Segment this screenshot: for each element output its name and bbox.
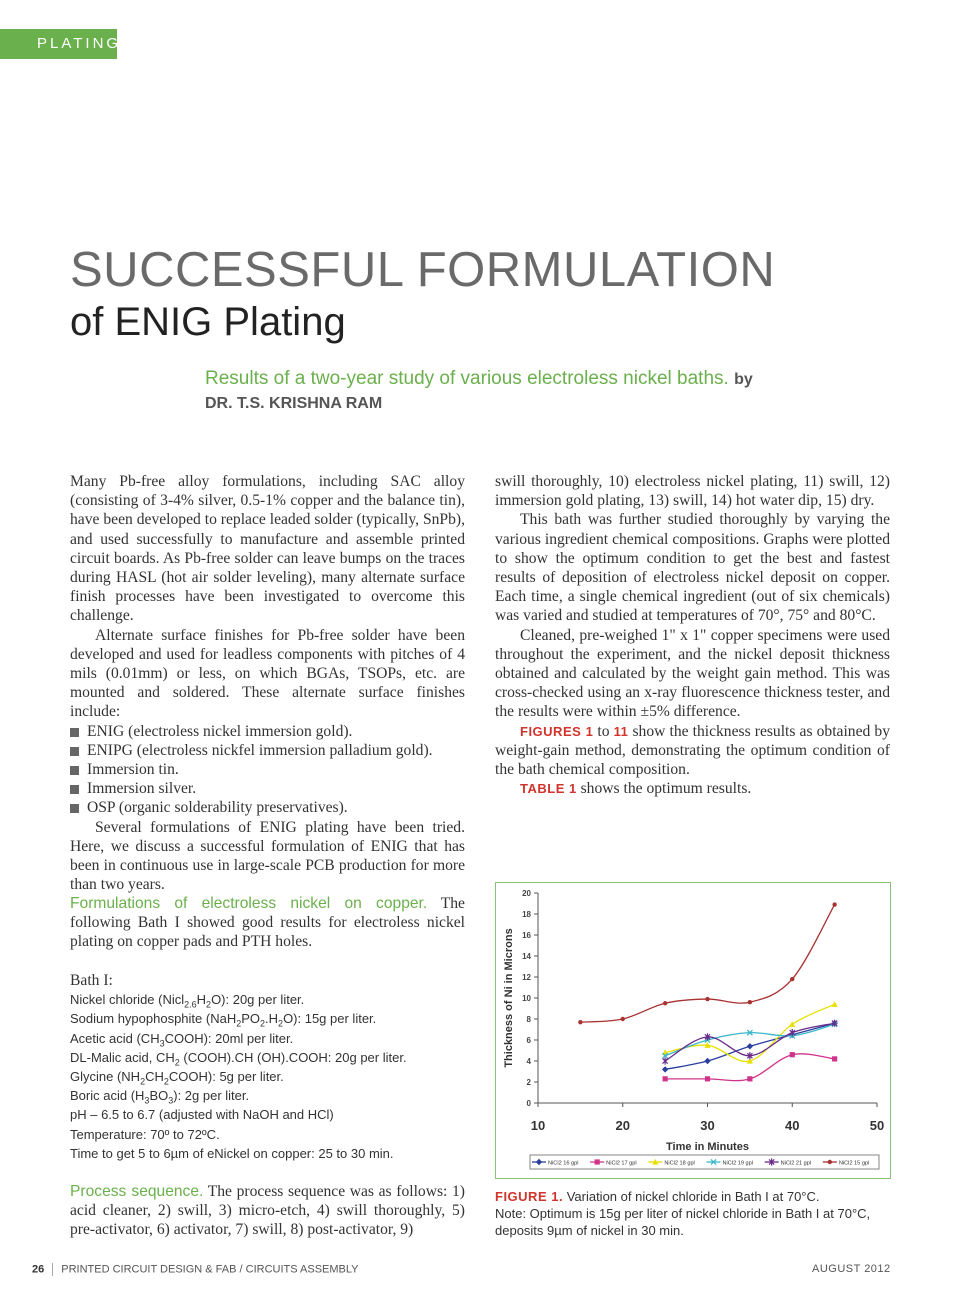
subscript: 3: [168, 1095, 174, 1106]
legend-label: NiCl2 18 gpl: [664, 1160, 695, 1167]
recipe-line: [70, 1048, 470, 1067]
subscript: 3: [159, 1038, 165, 1049]
x-tick-label: 30: [700, 1118, 715, 1133]
footer-left: [32, 1263, 359, 1276]
recipe-text: Sodium hypophosphite (NaH: [70, 1011, 237, 1027]
deck-text: Results of a two-year study of various electroless nickel baths.: [205, 368, 729, 389]
paragraph-text: The following Bath I showed good results for electroless nickel plating on copper pads and PTH holes.: [70, 895, 465, 951]
data-point: [621, 1017, 625, 1021]
publication-name: PRINTED CIRCUIT DESIGN & FAB / CIRCUITS ASSEMBLY: [61, 1263, 359, 1276]
recipe-text: (COOH).CH (OH).COOH: 20g per liter.: [179, 1049, 407, 1065]
data-point: [789, 1021, 795, 1027]
y-tick-label: 12: [522, 973, 531, 982]
recipe-text: O): 20g per liter.: [211, 992, 305, 1008]
recipe-text: Boric acid (H: [70, 1088, 145, 1104]
paragraph: This bath was further studied thoroughly by varying the various ingredient chemical compositions. Graphs were plotted to show the optimum condition to get the best and fastest results of deposition of electroless nickel deposit on copper. Each time, a single chemical ingredient (out of six chemicals) was varied and studied at temperatures of 70°, 75° and 80°C.: [495, 511, 890, 625]
data-point: [663, 1057, 668, 1064]
data-point: [790, 977, 794, 981]
legend-label: NiCl2 16 gpl: [548, 1160, 579, 1167]
paragraph-text: shows the optimum results.: [576, 780, 752, 798]
recipe-text: H: [196, 992, 207, 1008]
paragraph: Alternate surface finishes for Pb-free solder have been developed and used for leadless components with pitches of 4 mils (0.01mm) or less, on which BGAs, TSOPs, etc. are mounted and soldered. These alternate surface finishes include:: [70, 626, 465, 721]
legend-label: NiCl2 19 gpl: [722, 1160, 753, 1167]
caption-text: Variation of nickel chloride in Bath I at 70°C.: [563, 1189, 820, 1204]
recipe-text: DL-Malic acid, CH: [70, 1049, 175, 1065]
y-tick-label: 6: [526, 1036, 531, 1045]
x-tick-label: 10: [530, 1118, 546, 1133]
subscript: 2: [236, 1019, 242, 1029]
data-point: [748, 1000, 752, 1004]
data-point: [747, 1076, 752, 1081]
caption-label: FIGURE 1.: [495, 1189, 564, 1204]
y-tick-label: 8: [526, 1015, 531, 1024]
legend-label: NiCl2 15 gpl: [838, 1160, 870, 1167]
data-point: [705, 997, 709, 1001]
left-column-top: [70, 472, 465, 894]
recipe-line: pH – 6.5 to 6.7 (adjusted with NaOH and HCl): [70, 1107, 334, 1123]
list-item: Immersion tin.: [70, 760, 465, 779]
y-tick-label: 16: [522, 931, 531, 940]
y-axis-label: Thickness of Ni in Microns: [503, 928, 515, 1068]
y-tick-label: 2: [526, 1078, 531, 1087]
series-line: [665, 1024, 835, 1056]
data-point: [747, 1043, 753, 1049]
paragraph: Several formulations of ENIG plating have been tried. Here, we discuss a successful formulation of ENIG that has been in continuous use in large-scale PCB production for more than two years.: [70, 818, 465, 894]
subscript: 2: [260, 1019, 266, 1029]
thickness-chart: [496, 883, 889, 1177]
paragraph: [495, 722, 890, 780]
x-axis-label: Time in Minutes: [666, 1141, 749, 1153]
data-point: [832, 1056, 837, 1061]
data-point: [705, 1076, 710, 1081]
recipe-line: [70, 1009, 470, 1028]
article-title: SUCCESSFUL FORMULATION: [70, 243, 776, 297]
paragraph-text: to: [593, 722, 614, 740]
recipe-text: .H: [265, 1011, 279, 1027]
section-heading: Process sequence.: [70, 1183, 204, 1200]
recipe-line: Temperature: 70º to 72ºC.: [70, 1126, 220, 1142]
paragraph: [70, 894, 465, 952]
right-column: [495, 472, 890, 798]
left-column-process: [70, 1182, 465, 1240]
y-tick-label: 20: [522, 889, 531, 898]
figure-1-frame: [495, 882, 891, 1179]
legend-label: NiCl2 21 gpl: [780, 1160, 812, 1167]
subscript: 2: [206, 999, 212, 1010]
x-tick-label: 40: [785, 1118, 800, 1133]
section-tag: PLATING: [0, 29, 117, 59]
list-item: ENIPG (electroless nickfel immersion palladium gold).: [70, 741, 465, 760]
article-subtitle: of ENIG Plating: [70, 300, 346, 344]
paragraph: Cleaned, pre-weighed 1" x 1" copper specimens were used throughout the experiment, and the nickel deposit thickness obtained and calculated by the weight gain method. This was cross-checked using an x-ray fluorescence thickness tester, and the results were within ±5% difference.: [495, 626, 890, 721]
paragraph: [70, 1182, 465, 1240]
finish-list: [70, 722, 465, 818]
recipe-text: COOH): 5g per liter.: [168, 1069, 284, 1085]
recipe-text: Nickel chloride (Nicl: [70, 992, 185, 1008]
data-point: [662, 1066, 668, 1072]
series-line: [580, 905, 834, 1023]
figure-ref: 11: [613, 723, 629, 739]
recipe-line: Time to get 5 to 6µm of eNickel on copper: 25 to 30 min.: [70, 1145, 394, 1161]
bath-label: Bath I:: [70, 972, 113, 989]
issue-date: AUGUST 2012: [812, 1263, 891, 1275]
subscript: 2: [163, 1076, 169, 1087]
bath-recipe: [70, 971, 470, 1163]
data-point: [832, 1001, 838, 1007]
recipe-line: [70, 990, 470, 1009]
table-ref: TABLE 1: [520, 781, 577, 797]
data-point: [578, 1020, 582, 1024]
page-number: 26: [32, 1263, 45, 1276]
list-item: ENIG (electroless nickel immersion gold).: [70, 722, 465, 741]
legend-marker: [595, 1159, 600, 1164]
y-tick-label: 18: [522, 910, 531, 919]
data-point: [663, 1076, 668, 1081]
figure-ref: FIGURES 1: [520, 723, 594, 739]
recipe-text: BO: [149, 1088, 169, 1104]
caption-note: Note: Optimum is 15g per liter of nickel chloride in Bath I at 70°C, deposits 9µm of nickel in 30 min.: [495, 1206, 871, 1238]
y-tick-label: 10: [522, 994, 531, 1003]
x-tick-label: 20: [615, 1118, 630, 1133]
paragraph: swill thoroughly, 10) electroless nickel plating, 11) swill, 12) immersion gold plating, 13) swill, 14) hot water dip, 15) dry.: [495, 473, 890, 510]
recipe-line: [70, 1029, 470, 1048]
data-point: [790, 1052, 795, 1057]
y-tick-label: 0: [526, 1099, 531, 1108]
article-deck: [205, 367, 765, 415]
recipe-line: [70, 1067, 470, 1086]
x-tick-label: 50: [869, 1118, 885, 1133]
paragraph: Many Pb-free alloy formulations, including SAC alloy (consisting of 3-4% silver, 0.5-1% copper and the balance tin), have been developed to replace leaded solder (typically, SnPb), and used successfully to manufacture and assemble printed circuit boards. As Pb-free solder can leave bumps on the traces during HASL (hot air solder leveling), many alternate surface finish processes have been investigated to overcome this challenge.: [70, 473, 465, 625]
paragraph-text: show the thickness results as obtained by weight-gain method, demonstrating the optimum condition of the bath chemical composition.: [495, 722, 891, 779]
footer-divider: [52, 1263, 53, 1276]
subscript: 2.6: [184, 999, 197, 1010]
section-heading: Formulations of electroless nickel on copper.: [70, 895, 428, 912]
recipe-text: ): 2g per liter.: [173, 1088, 250, 1104]
recipe-line: [70, 1086, 470, 1105]
paragraph: [495, 779, 890, 798]
figure-caption: [495, 1188, 895, 1239]
legend-label: NiCl2 17 gpl: [606, 1160, 637, 1167]
byline: by DR. T.S. KRISHNA RAM: [205, 371, 753, 412]
recipe-text: COOH): 20ml per liter.: [164, 1030, 294, 1046]
subscript: 2: [278, 1019, 284, 1029]
subscript: 3: [144, 1095, 150, 1106]
list-item: OSP (organic solderability preservatives).: [70, 798, 465, 817]
data-point: [704, 1058, 710, 1064]
recipe-text: Glycine (NH: [70, 1069, 141, 1085]
subscript: 2: [140, 1076, 146, 1087]
legend-marker: [828, 1160, 832, 1164]
data-point: [663, 1001, 667, 1005]
recipe-text: CH: [145, 1069, 164, 1085]
subscript: 2: [174, 1057, 180, 1068]
paragraph-text: The process sequence was as follows: 1) acid cleaner, 2) swill, 3) micro-etch, 4) swill thoroughly, 5) pre-activator, 6) activator, 7) swill, 8) post-activator, 9): [70, 1183, 465, 1239]
data-point: [832, 902, 836, 906]
recipe-text: PO: [241, 1011, 261, 1027]
y-tick-label: 14: [522, 952, 531, 961]
recipe-text: O): 15g per liter.: [283, 1011, 377, 1027]
list-item: Immersion silver.: [70, 779, 465, 798]
recipe-text: Acetic acid (CH: [70, 1030, 160, 1046]
left-column-formulation: [70, 894, 465, 952]
y-tick-label: 4: [526, 1057, 531, 1066]
